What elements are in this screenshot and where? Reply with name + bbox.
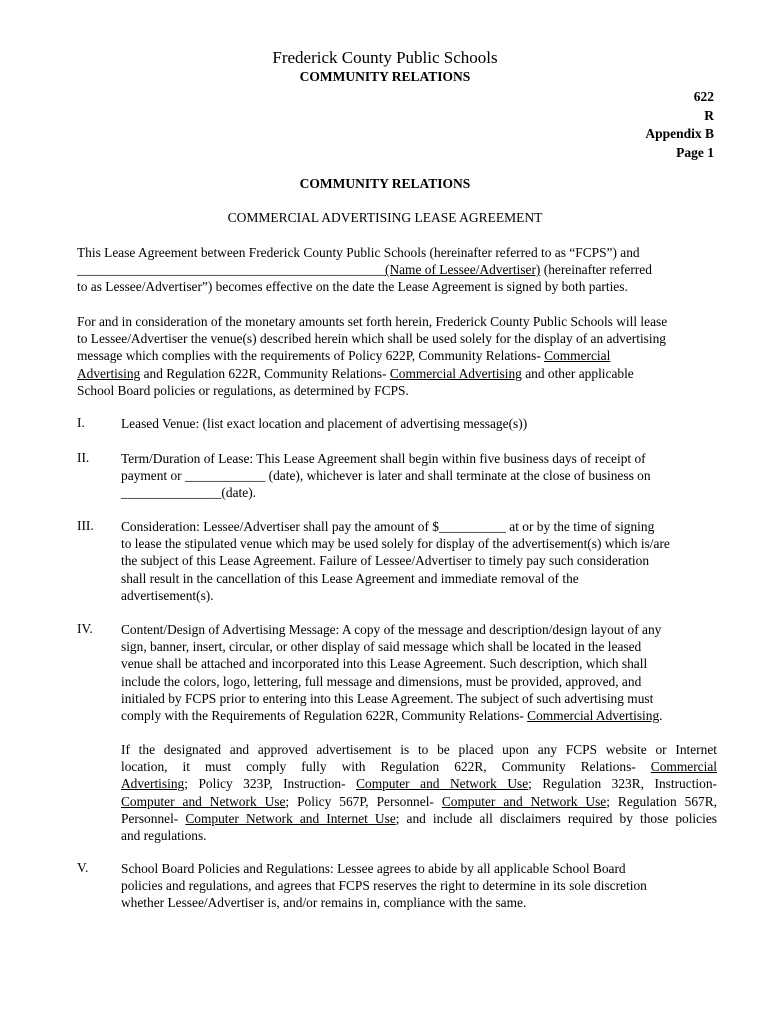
regulation-link-text: Commercial Advertising xyxy=(389,365,522,381)
website-line-1: If the designated and approved advertisement is to be placed upon any FCPS website or Internet xyxy=(121,742,717,757)
consid-line-3 xyxy=(77,347,717,364)
item-line xyxy=(121,707,717,724)
consid-line-2: to Lessee/Advertiser the venue(s) described herein which shall be used solely for the display of an advertising xyxy=(77,331,667,347)
intro-line-2-rest: (hereinafter referred xyxy=(540,262,652,278)
item-content-design xyxy=(121,621,717,724)
appendix-label: Appendix B xyxy=(645,126,714,141)
item-leased-venue xyxy=(121,415,717,432)
intro-line-3: to as Lessee/Advertiser”) becomes effective on the date the Lease Agreement is signed by both parties. xyxy=(77,279,628,295)
page-number: Page 1 xyxy=(676,144,714,160)
item-numeral-2: II. xyxy=(77,450,90,465)
website-line-3-rest: ; Regulation 323R, Instruction- xyxy=(528,776,717,792)
consid-line-5: School Board policies or regulations, as determined by FCPS. xyxy=(77,382,409,398)
item-line: include the colors, logo, lettering, full message and dimensions, must be provided, approved, and xyxy=(121,673,642,689)
regulation-link-text: Computer and Network Use xyxy=(121,793,286,809)
policy-number: 622 xyxy=(693,89,714,104)
website-line-5-rest: ; and include all disclaimers required by those policies xyxy=(395,810,717,826)
lessee-name-blank: ______________________________________________ xyxy=(77,262,385,278)
item-line: whether Lessee/Advertiser is, and/or remains in, compliance with the same. xyxy=(121,895,527,911)
policy-reference xyxy=(645,88,714,162)
website-line-4 xyxy=(121,793,717,810)
item-line: advertisement(s). xyxy=(121,587,214,603)
item-line: School Board Policies and Regulations: Lessee agrees to abide by all applicable School Board xyxy=(121,861,626,876)
website-line-5 xyxy=(121,810,717,827)
item-board-policies xyxy=(121,860,717,912)
item-line: to lease the stipulated venue which may be used solely for display of the advertisement(s) which is/are xyxy=(121,536,670,552)
section-title: COMMUNITY RELATIONS xyxy=(299,176,471,191)
item-line: _______________(date). xyxy=(121,485,256,501)
website-line-6: and regulations. xyxy=(121,828,207,844)
regulation-link-text: Commercial Advertising xyxy=(527,708,660,724)
policy-type: R xyxy=(704,107,714,123)
website-paragraph xyxy=(121,741,717,844)
website-line-4-text: ; Policy 567P, Personnel- xyxy=(285,793,442,809)
consid-line-4-rest: and other applicable xyxy=(521,365,634,381)
item-line: sign, banner, insert, circular, or other display of said message which shall be located in the leased xyxy=(121,639,642,655)
item-line: venue shall be attached and incorporated into this Lease Agreement. Such description, which shall xyxy=(121,656,648,672)
website-line-3 xyxy=(121,775,717,792)
policy-link-text: Computer and Network Use xyxy=(441,793,607,809)
policy-link-text: Advertising xyxy=(77,365,141,381)
consid-line-4 xyxy=(77,365,717,382)
consid-line-4-text: and Regulation 622R, Community Relations- xyxy=(140,365,390,381)
website-line-4-rest: ; Regulation 567R, xyxy=(606,793,717,809)
item-consideration xyxy=(121,518,717,604)
website-line-2-text: location, it must comply fully with Regulation 622R, Community Relations- xyxy=(121,759,651,775)
item-line: initialed by FCPS prior to entering into this Lease Agreement. The subject of such advertising must xyxy=(121,690,654,706)
item-line-end: . xyxy=(659,708,663,724)
item-numeral-3: III. xyxy=(77,518,94,533)
item-term-duration xyxy=(121,450,717,502)
website-line-3-text: ; Policy 323P, Instruction- xyxy=(184,776,357,792)
regulation-link-text: Computer Network and Internet Use xyxy=(185,810,396,826)
consideration-paragraph xyxy=(77,313,717,399)
district-name: Frederick County Public Schools xyxy=(272,48,498,67)
intro-line-2 xyxy=(77,261,717,278)
item-line: shall result in the cancellation of this Lease Agreement and immediate removal of the xyxy=(121,570,579,586)
item-line: payment or ____________ (date), whichever is later and shall terminate at the close of business on xyxy=(121,468,651,484)
item-line: Leased Venue: (list exact location and placement of advertising message(s)) xyxy=(121,416,528,431)
website-line-2 xyxy=(121,758,717,775)
document-title: COMMERCIAL ADVERTISING LEASE AGREEMENT xyxy=(227,210,543,225)
consid-line-3-text: message which complies with the requirements of Policy 622P, Community Relations- xyxy=(77,348,545,364)
intro-paragraph xyxy=(77,244,717,296)
department-name: COMMUNITY RELATIONS xyxy=(299,69,471,84)
regulation-link-text: Advertising xyxy=(121,776,185,792)
item-numeral-4: IV. xyxy=(77,621,93,636)
regulation-link-text: Commercial xyxy=(650,759,717,775)
website-line-5-text: Personnel- xyxy=(121,810,186,826)
item-line: Content/Design of Advertising Message: A copy of the message and description/design layout of any xyxy=(121,622,662,637)
item-line: Consideration: Lessee/Advertiser shall pay the amount of $__________ at or by the time of signing xyxy=(121,519,655,534)
item-line: the subject of this Lease Agreement. Failure of Lessee/Advertiser to timely pay such consideration xyxy=(121,553,650,569)
item-line-text: comply with the Requirements of Regulation 622R, Community Relations- xyxy=(121,708,528,724)
intro-line-1: This Lease Agreement between Frederick County Public Schools (hereinafter referred to as “FCPS”) and xyxy=(77,245,640,260)
policy-link-text: Commercial xyxy=(544,348,611,364)
policy-link-text: Computer and Network Use xyxy=(356,776,529,792)
lessee-name-label: (Name of Lessee/Advertiser) xyxy=(384,262,541,278)
item-numeral-5: V. xyxy=(77,860,89,875)
item-line: policies and regulations, and agrees that FCPS reserves the right to determine in its sole discretion xyxy=(121,878,647,894)
item-line: Term/Duration of Lease: This Lease Agreement shall begin within five business days of receipt of xyxy=(121,451,646,466)
item-numeral-1: I. xyxy=(77,415,85,430)
consid-line-1: For and in consideration of the monetary amounts set forth herein, Frederick County Public Schools will lease xyxy=(77,314,668,329)
